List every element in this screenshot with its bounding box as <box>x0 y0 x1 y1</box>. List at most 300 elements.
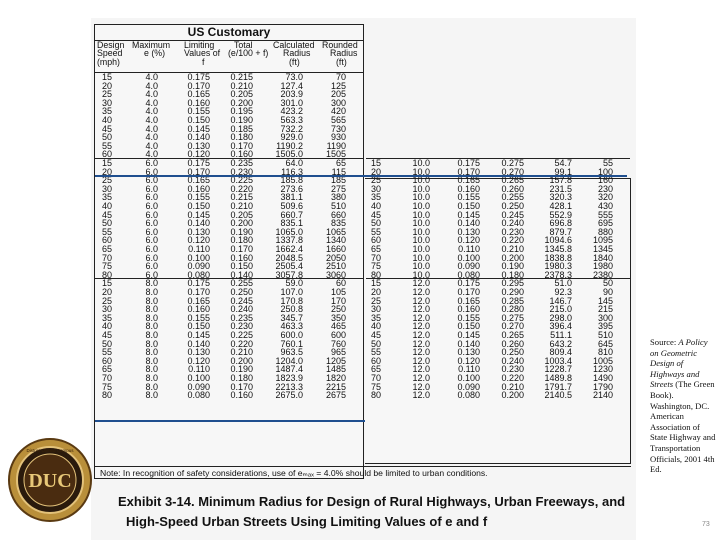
table-cell: 395 <box>597 321 613 332</box>
table-cell: 0.210 <box>501 381 524 392</box>
table-cell: 99.1 <box>554 166 572 177</box>
table-cell: 0.130 <box>187 226 210 237</box>
table-cell: 0.080 <box>187 390 210 401</box>
table-cell: 420 <box>330 106 346 117</box>
header-limiting-f: Limiting Values of f <box>184 40 221 67</box>
exhibit-caption-line1: Exhibit 3-14. Minimum Radius for Design of Rural Highways, Urban Freeways, and <box>118 494 626 509</box>
table-cell: 8.0 <box>145 330 158 340</box>
table-cell: 2140 <box>592 390 613 401</box>
table-cell: 430 <box>597 201 613 211</box>
table-cell: 127.4 <box>280 80 303 91</box>
table-cell: 1505.0 <box>275 149 303 160</box>
table-cell: 465 <box>330 321 346 332</box>
table-cell: 0.275 <box>501 158 524 168</box>
table-cell: 8.0 <box>145 373 158 383</box>
table-cell: 0.160 <box>230 252 253 263</box>
table-cell: 45 <box>370 209 381 220</box>
table-cell: 0.230 <box>501 226 524 237</box>
table-cell: 1490 <box>592 373 613 383</box>
table-cell: 0.140 <box>187 218 210 229</box>
table-cell: 0.180 <box>501 269 524 280</box>
table-cell: 600 <box>330 330 346 340</box>
table-cell: 6.0 <box>145 209 158 220</box>
table-cell: 55 <box>370 347 381 358</box>
table-cell: 70 <box>370 252 381 263</box>
table-cell: 65 <box>335 158 346 168</box>
table-cell: 60 <box>370 355 381 366</box>
table-cell: 0.210 <box>230 201 253 211</box>
table-cell: 45 <box>101 330 112 340</box>
table-cell: 80 <box>370 390 381 401</box>
table-cell: 0.100 <box>187 373 210 383</box>
table-cell: 20 <box>101 287 112 297</box>
table-cell: 880 <box>597 226 613 237</box>
table-cell: 215.0 <box>549 304 572 315</box>
table-cell: 0.235 <box>230 312 253 323</box>
table-cell: 70 <box>370 373 381 383</box>
exhibit-caption-line2: High-Speed Urban Streets Using Limiting Values of e and f <box>126 514 488 529</box>
table-cell: 0.175 <box>457 158 480 168</box>
table-cell: 6.0 <box>145 235 158 246</box>
table-cell: 0.090 <box>457 381 480 392</box>
table-cell: 0.280 <box>501 304 524 315</box>
table-cell: 12.0 <box>412 390 430 401</box>
table-cell: 0.140 <box>187 132 210 143</box>
table-cell: 345.7 <box>280 312 303 323</box>
table-cell: 809.4 <box>549 347 572 358</box>
table-cell: 10.0 <box>412 235 430 246</box>
table-cell: 12.0 <box>412 287 430 297</box>
table-cell: 30 <box>101 97 112 108</box>
table-cell: 250 <box>330 304 346 315</box>
table-cell: 51.0 <box>554 278 572 289</box>
table-cell: 0.150 <box>230 261 253 272</box>
table-cell: 75 <box>370 261 381 272</box>
table-cell: 0.200 <box>230 218 253 229</box>
table-cell: 0.080 <box>187 269 210 280</box>
table-cell: 1337.8 <box>275 235 303 246</box>
table-cell: 0.090 <box>187 261 210 272</box>
table-cell: 30 <box>370 304 381 315</box>
table-cell: 0.175 <box>187 158 210 168</box>
table-cell: 15 <box>101 72 112 82</box>
table-cell: 4.0 <box>145 115 158 125</box>
table-cell: 0.170 <box>230 244 253 254</box>
table-cell: 185 <box>330 175 346 186</box>
table-cell: 6.0 <box>145 166 158 177</box>
table-cell: 0.160 <box>230 390 253 401</box>
highlight-line-lower <box>95 420 365 422</box>
table-cell: 0.160 <box>187 97 210 108</box>
table-cell: 0.130 <box>187 140 210 151</box>
table-cell: 75 <box>101 381 112 392</box>
table-cell: 55 <box>101 347 112 358</box>
table-cell: 65 <box>370 364 381 375</box>
table-cell: 35 <box>101 106 112 117</box>
table-cell: 12.0 <box>412 347 430 358</box>
table-cell: 50 <box>101 338 112 349</box>
header-total: Total (e/100 + f) <box>228 40 269 59</box>
table-cell: 0.160 <box>457 304 480 315</box>
campus-logo-icon <box>6 437 94 523</box>
table-cell: 1065.0 <box>275 226 303 237</box>
table-cell: 0.295 <box>501 278 524 289</box>
table-cell: 428.1 <box>549 201 572 211</box>
table-cell: 0.270 <box>501 166 524 177</box>
table-cell: 35 <box>370 192 381 203</box>
table-cell: 1485 <box>325 364 346 375</box>
table-cell: 170.8 <box>280 295 303 306</box>
table-cell: 25 <box>101 89 112 100</box>
table-cell: 15 <box>101 278 112 289</box>
table-cell: 0.160 <box>187 183 210 194</box>
table-cell: 65 <box>101 364 112 375</box>
table-cell: 298.0 <box>549 312 572 323</box>
table-cell: 0.165 <box>187 175 210 186</box>
table-cell: 645 <box>597 338 613 349</box>
table-cell: 20 <box>101 80 112 91</box>
table-cell: 320 <box>597 192 613 203</box>
header-design-speed: Design Speed (mph) <box>97 40 125 67</box>
table-cell: 0.200 <box>230 97 253 108</box>
table-cell: 1190 <box>326 140 346 151</box>
table-cell: 0.255 <box>501 192 524 203</box>
table-cell: 50 <box>101 132 112 143</box>
table-cell: 423.2 <box>280 106 303 117</box>
table-cell: 6.0 <box>145 218 158 229</box>
table-cell: 0.215 <box>230 192 253 203</box>
table-cell: 6.0 <box>145 201 158 211</box>
table-cell: 100 <box>597 166 613 177</box>
table-cell: 8.0 <box>145 295 158 306</box>
table-cell: 0.175 <box>457 278 480 289</box>
table-cell: 1820 <box>325 373 346 383</box>
table-cell: 10.0 <box>412 269 430 280</box>
table-cell: 0.220 <box>501 235 524 246</box>
table-cell: 1791.7 <box>544 381 572 392</box>
table-cell: 0.120 <box>457 355 480 366</box>
table-cell: 25 <box>370 175 381 186</box>
table-cell: 50 <box>370 338 381 349</box>
table-cell: 8.0 <box>145 390 158 401</box>
table-cell: 4.0 <box>145 123 158 134</box>
table-cell: 231.5 <box>549 183 572 194</box>
table-cell: 0.090 <box>457 261 480 272</box>
table-cell: 0.145 <box>457 209 480 220</box>
table-cell: 1840 <box>592 252 613 263</box>
table-cell: 25 <box>101 295 112 306</box>
table-cell: 0.140 <box>457 338 480 349</box>
table-cell: 0.155 <box>457 192 480 203</box>
table-cell: 879.7 <box>549 226 572 237</box>
table-cell: 0.250 <box>501 201 524 211</box>
table-cell: 1065 <box>325 226 346 237</box>
table-cell: 50 <box>101 218 112 229</box>
table-cell: 6.0 <box>145 252 158 263</box>
table-cell: 0.190 <box>501 261 524 272</box>
table-cell: 70 <box>101 252 112 263</box>
table-cell: 2215 <box>325 381 346 392</box>
table-cell: 760 <box>330 338 346 349</box>
table-cell: 552.9 <box>549 209 572 220</box>
table-cell: 1228.7 <box>544 364 572 375</box>
table-cell: 75 <box>101 261 112 272</box>
table-title: US Customary <box>94 24 364 41</box>
table-cell: 12.0 <box>412 330 430 340</box>
table-cell: 0.160 <box>187 304 210 315</box>
table-cell: 0.205 <box>230 209 253 220</box>
table-row <box>0 391 720 400</box>
table-cell: 0.225 <box>230 175 253 186</box>
table-cell: 0.140 <box>230 269 253 280</box>
table-cell: 563.3 <box>280 115 303 125</box>
table-cell: 350 <box>330 312 346 323</box>
table-cell: 2675 <box>325 390 346 401</box>
table-cell: 40 <box>370 201 381 211</box>
table-cell: 0.240 <box>230 304 253 315</box>
table-cell: 0.200 <box>501 390 524 401</box>
table-cell: 1003.4 <box>544 355 572 366</box>
table-cell: 300 <box>597 312 613 323</box>
table-cell: 75 <box>370 381 381 392</box>
table-cell: 8.0 <box>145 347 158 358</box>
table-cell: 160 <box>597 175 613 186</box>
table-cell: 760.1 <box>280 338 303 349</box>
table-cell: 555 <box>597 209 613 220</box>
table-cell: 509.6 <box>280 201 303 211</box>
table-cell: 396.4 <box>549 321 572 332</box>
table-cell: 0.230 <box>230 166 253 177</box>
table-cell: 0.210 <box>230 80 253 91</box>
table-cell: 0.185 <box>230 123 253 134</box>
table-cell: 732.2 <box>280 123 303 134</box>
table-cell: 30 <box>101 183 112 194</box>
table-cell: 50 <box>602 278 613 289</box>
table-cell: 0.100 <box>187 252 210 263</box>
table-cell: 565 <box>330 115 346 125</box>
table-cell: 4.0 <box>145 72 158 82</box>
table-cell: 10.0 <box>412 201 430 211</box>
table-cell: 12.0 <box>412 295 430 306</box>
header-calculated-radius: Calculated Radius (ft) <box>273 40 315 67</box>
table-cell: 300 <box>330 97 346 108</box>
table-cell: 157.8 <box>549 175 572 186</box>
table-cell: 0.205 <box>230 89 253 100</box>
table-cell: 205 <box>330 89 346 100</box>
table-cell: 25 <box>370 295 381 306</box>
table-cell: 8.0 <box>145 304 158 315</box>
table-cell: 0.180 <box>230 235 253 246</box>
table-cell: 0.265 <box>501 175 524 186</box>
table-cell: 0.200 <box>501 252 524 263</box>
table-cell: 0.150 <box>457 321 480 332</box>
table-cell: 45 <box>101 123 112 134</box>
table-cell: 12.0 <box>412 338 430 349</box>
table-cell: 12.0 <box>412 355 430 366</box>
table-cell: 0.120 <box>187 355 210 366</box>
table-cell: 0.110 <box>458 244 480 254</box>
table-cell: 963.5 <box>280 347 303 358</box>
table-cell: 1005 <box>592 355 613 366</box>
exhibit-caption <box>118 492 625 532</box>
table-cell: 1230 <box>592 364 613 375</box>
table-cell: 929.0 <box>280 132 303 143</box>
table-cell: 600.0 <box>280 330 303 340</box>
table-cell: 55 <box>101 140 112 151</box>
table-cell: 0.245 <box>230 295 253 306</box>
table-cell: 8.0 <box>145 381 158 392</box>
table-cell: 2505.4 <box>275 261 303 272</box>
table-cell: 3057.8 <box>275 269 303 280</box>
table-cell: 6.0 <box>145 261 158 272</box>
table-cell: 0.165 <box>187 89 210 100</box>
table-cell: 1190.2 <box>276 140 303 151</box>
table-cell: 4.0 <box>145 97 158 108</box>
table-cell: 230 <box>597 183 613 194</box>
table-cell: 8.0 <box>145 287 158 297</box>
table-cell: 0.150 <box>187 115 210 125</box>
table-cell: 73.0 <box>285 72 303 82</box>
table-cell: 4.0 <box>145 149 158 160</box>
table-cell: 0.190 <box>230 115 253 125</box>
table-cell: 8.0 <box>145 321 158 332</box>
table-cell: 59.0 <box>285 278 303 289</box>
table-cell: 1345.8 <box>544 244 572 254</box>
table-cell: 1505 <box>325 149 346 160</box>
table-cell: 930 <box>330 132 346 143</box>
table-cell: 8.0 <box>145 364 158 375</box>
table-cell: 0.190 <box>230 226 253 237</box>
table-cell: 15 <box>101 158 112 168</box>
table-cell: 463.3 <box>280 321 303 332</box>
table-cell: 55 <box>602 158 613 168</box>
table-cell: 2213.3 <box>275 381 303 392</box>
table-cell: 2048.5 <box>275 252 303 263</box>
table-cell: 1662.4 <box>275 244 303 254</box>
source-citation: Source: A Policy on Geometric Design of Highways and Streets (The Green Book). Washington, DC. American Association of State Highway and Transportation Officials, 2001 4th Ed. <box>650 337 716 475</box>
table-cell: 2140.5 <box>544 390 572 401</box>
table-cell: 4.0 <box>145 140 158 151</box>
table-cell: 0.170 <box>457 166 480 177</box>
table-cell: 185.8 <box>280 175 303 186</box>
header-rounded-radius: Rounded Radius (ft) <box>322 40 358 67</box>
table-cell: 12.0 <box>412 321 430 332</box>
table-cell: 0.275 <box>501 312 524 323</box>
table-cell: 2380 <box>592 269 613 280</box>
table-cell: 55 <box>370 226 381 237</box>
table-cell: 6.0 <box>145 226 158 237</box>
table-cell: 2050 <box>325 252 346 263</box>
table-cell: 0.110 <box>188 244 210 254</box>
table-cell: 6.0 <box>145 244 158 254</box>
table-cell: 40 <box>370 321 381 332</box>
table-cell: 60 <box>335 278 346 289</box>
table-cell: 0.080 <box>457 269 480 280</box>
table-cell: 0.170 <box>457 287 480 297</box>
table-cell: 0.170 <box>230 140 253 151</box>
table-cell: 0.155 <box>187 106 210 117</box>
table-cell: 320.3 <box>549 192 572 203</box>
table-cell: 1340 <box>325 235 346 246</box>
table-cell: 0.180 <box>230 132 253 143</box>
table-cell: 40 <box>101 115 112 125</box>
table-cell: 12.0 <box>412 278 430 289</box>
table-cell: 20 <box>101 166 112 177</box>
table-cell: 0.155 <box>187 312 210 323</box>
table-cell: 0.145 <box>187 209 210 220</box>
table-cell: 4.0 <box>145 106 158 117</box>
table-cell: 8.0 <box>145 278 158 289</box>
table-cell: 45 <box>101 209 112 220</box>
table-cell: 0.180 <box>230 373 253 383</box>
table-cell: 20 <box>370 287 381 297</box>
table-cell: 1487.4 <box>275 364 303 375</box>
table-cell: 0.145 <box>457 330 480 340</box>
source-book-title: A Policy on Geometric Design of Highways and Streets <box>650 337 708 390</box>
table-cell: 510 <box>597 330 613 340</box>
table-cell: 10.0 <box>412 218 430 229</box>
table-cell: 60 <box>101 355 112 366</box>
table-cell: 55 <box>101 226 112 237</box>
table-cell: 0.165 <box>457 175 480 186</box>
table-cell: 1345 <box>592 244 613 254</box>
table-cell: 0.160 <box>457 183 480 194</box>
table-cell: 60 <box>370 235 381 246</box>
table-cell: 0.260 <box>501 183 524 194</box>
table-cell: 835 <box>330 218 346 229</box>
table-cell: 2675.0 <box>275 390 303 401</box>
table-cell: 1790 <box>592 381 613 392</box>
table-cell: 0.250 <box>230 287 253 297</box>
page-number: 73 <box>702 521 710 528</box>
table-cell: 1838.8 <box>544 252 572 263</box>
table-cell: 45 <box>370 330 381 340</box>
table-cell: 965 <box>330 347 346 358</box>
table-cell: 810 <box>597 347 613 358</box>
table-cell: 90 <box>602 287 613 297</box>
table-cell: 250.8 <box>280 304 303 315</box>
table-cell: 301.0 <box>280 97 303 108</box>
table-cell: 0.150 <box>187 321 210 332</box>
table-cell: 10.0 <box>412 192 430 203</box>
table-cell: 510 <box>330 201 346 211</box>
table-cell: 1980 <box>592 261 613 272</box>
table-cell: 10.0 <box>412 209 430 220</box>
table-cell: 0.230 <box>230 321 253 332</box>
table-cell: 50 <box>370 218 381 229</box>
table-cell: 0.195 <box>230 106 253 117</box>
table-cell: 15 <box>370 278 381 289</box>
table-cell: 2510 <box>325 261 346 272</box>
highlight-line-upper <box>95 175 627 177</box>
table-cell: 70 <box>335 72 346 82</box>
table-cell: 0.140 <box>187 338 210 349</box>
table-cell: 92.3 <box>554 287 572 297</box>
table-cell: 35 <box>101 192 112 203</box>
logo-monogram: DUC <box>28 470 72 492</box>
table-cell: 380 <box>330 192 346 203</box>
table-cell: 835.1 <box>280 218 303 229</box>
table-cell: 1095 <box>592 235 613 246</box>
table-cell: 0.160 <box>230 149 253 160</box>
table-cell: 0.110 <box>188 364 210 375</box>
table-cell: 65 <box>101 244 112 254</box>
table-cell: 0.245 <box>501 209 524 220</box>
table-cell: 275 <box>330 183 346 194</box>
table-cell: 0.170 <box>187 166 210 177</box>
table-cell: 511.1 <box>550 330 572 340</box>
table-cell: 1205 <box>325 355 346 366</box>
